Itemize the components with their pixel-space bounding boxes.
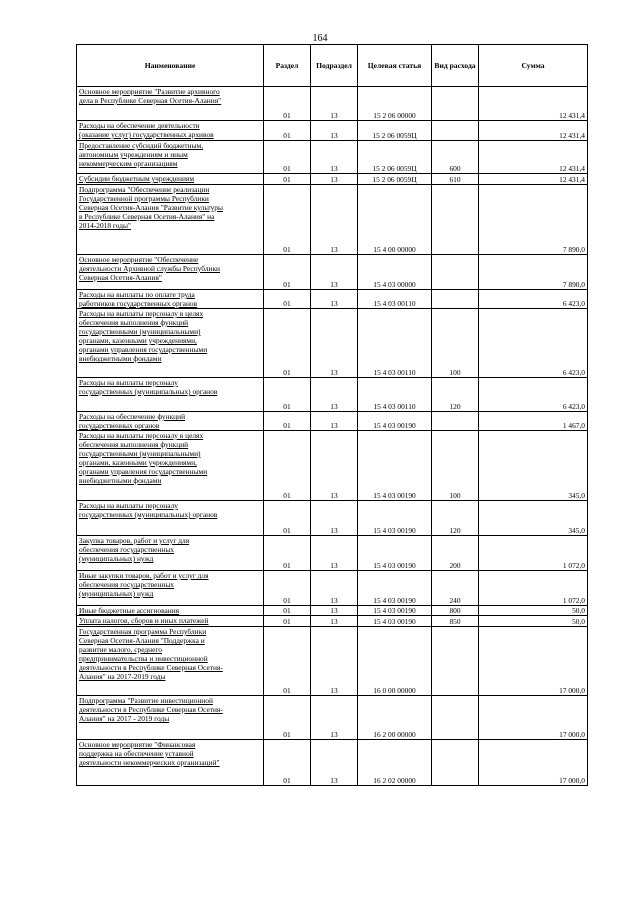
row-name: Основное мероприятие "Финансовая поддержка на обеспечение уставной деятельности некоммерческих организаций" (77, 740, 264, 786)
row-section: 01 (264, 740, 311, 786)
row-subsection: 13 (311, 174, 358, 185)
table-row (77, 290, 588, 309)
row-section: 01 (264, 290, 311, 309)
row-target-article: 15 4 03 00190 (358, 616, 432, 627)
row-amount: 12 431,4 (479, 174, 588, 185)
row-amount: 345,0 (479, 431, 588, 501)
row-amount: 1 467,0 (479, 412, 588, 431)
row-subsection: 13 (311, 536, 358, 571)
row-amount: 7 890,0 (479, 185, 588, 255)
row-subsection: 13 (311, 627, 358, 696)
table-row (77, 616, 588, 627)
row-target-article: 15 2 06 0059Ц (358, 174, 432, 185)
row-expense-type: 600 (432, 141, 479, 174)
row-section: 01 (264, 431, 311, 501)
row-expense-type (432, 255, 479, 290)
row-name: Расходы на выплаты персоналу в целях обеспечения выполнения функций государственными (муниципальными) органами, казенными учреждениями, органами управления государственными внебюджетными фондами (77, 431, 264, 501)
row-expense-type (432, 627, 479, 696)
row-target-article: 15 2 06 0059Ц (358, 141, 432, 174)
row-amount: 12 431,4 (479, 87, 588, 121)
row-subsection: 13 (311, 696, 358, 740)
row-subsection: 13 (311, 87, 358, 121)
table-row (77, 501, 588, 536)
table-row (77, 536, 588, 571)
row-name: Расходы на выплаты персоналу в целях обеспечения выполнения функций государственными (муниципальными) органами, казенными учреждениями, органами управления государственными внебюджетными фондами (77, 309, 264, 378)
table-row (77, 309, 588, 378)
row-expense-type: 120 (432, 501, 479, 536)
row-section: 01 (264, 185, 311, 255)
row-expense-type: 850 (432, 616, 479, 627)
row-subsection: 13 (311, 740, 358, 786)
row-expense-type (432, 740, 479, 786)
page-number: 164 (312, 33, 328, 44)
row-section: 01 (264, 616, 311, 627)
row-name: Закупка товаров, работ и услуг для обеспечения государственных (муниципальных) нужд (77, 536, 264, 571)
row-target-article: 15 4 03 00110 (358, 290, 432, 309)
row-section: 01 (264, 696, 311, 740)
row-subsection: 13 (311, 141, 358, 174)
row-name: Основное мероприятие "Развитие архивного дела в Республике Северная Осетия-Алания" (77, 87, 264, 121)
row-target-article: 15 4 03 00000 (358, 255, 432, 290)
table-row (77, 174, 588, 185)
row-expense-type (432, 121, 479, 141)
row-expense-type: 120 (432, 378, 479, 412)
row-name: Государственная программа Республики Северная Осетия-Алания "Поддержка и развитие малого, среднего предпринимательства и инвестиционной деятельности в Республике Северная Осетия- Алания" на 2017-2019 годы (77, 627, 264, 696)
row-amount: 50,0 (479, 606, 588, 616)
row-amount: 345,0 (479, 501, 588, 536)
row-target-article: 15 4 03 00110 (358, 378, 432, 412)
table-row (77, 431, 588, 501)
row-amount: 17 000,0 (479, 740, 588, 786)
row-expense-type: 200 (432, 536, 479, 571)
header-name: Наименование (77, 45, 264, 87)
table-row (77, 606, 588, 616)
row-name: Предоставление субсидий бюджетным, автономным учреждениям и иным некоммерческим организациям (77, 141, 264, 174)
row-name: Уплата налогов, сборов и иных платежей (77, 616, 264, 627)
row-name: Субсидии бюджетным учреждениям (77, 174, 264, 185)
row-name: Расходы на обеспечение деятельности (оказание услуг) государственных архивов (77, 121, 264, 141)
row-expense-type: 240 (432, 571, 479, 606)
header-target: Целевая статья (358, 45, 432, 87)
table-row (77, 627, 588, 696)
table-row (77, 696, 588, 740)
row-target-article: 15 4 03 00190 (358, 606, 432, 616)
row-name: Расходы на выплаты персоналу государственных (муниципальных) органов (77, 378, 264, 412)
row-section: 01 (264, 255, 311, 290)
table-header (77, 45, 588, 87)
table-body (77, 87, 588, 786)
row-subsection: 13 (311, 431, 358, 501)
row-amount: 7 890,0 (479, 255, 588, 290)
row-expense-type (432, 185, 479, 255)
row-target-article: 15 4 03 00190 (358, 431, 432, 501)
table-row (77, 87, 588, 121)
row-expense-type: 610 (432, 174, 479, 185)
row-expense-type (432, 412, 479, 431)
row-subsection: 13 (311, 606, 358, 616)
table-row (77, 185, 588, 255)
row-name: Основное мероприятие "Обеспечение деятельности Архивной службы Республики Северная Осетия-Алания" (77, 255, 264, 290)
table-row (77, 141, 588, 174)
row-section: 01 (264, 121, 311, 141)
row-section: 01 (264, 378, 311, 412)
row-section: 01 (264, 536, 311, 571)
row-target-article: 15 4 03 00190 (358, 571, 432, 606)
row-target-article: 15 4 03 00110 (358, 309, 432, 378)
row-target-article: 15 4 00 00000 (358, 185, 432, 255)
row-name: Подпрограмма "Развитие инвестиционной деятельности в Республике Северная Осетия- Алания" на 2017 - 2019 годы (77, 696, 264, 740)
table-row (77, 378, 588, 412)
table-row (77, 255, 588, 290)
row-name: Иные закупки товаров, работ и услуг для обеспечения государственных (муниципальных) нужд (77, 571, 264, 606)
row-target-article: 16 0 00 00000 (358, 627, 432, 696)
row-section: 01 (264, 141, 311, 174)
row-amount: 12 431,4 (479, 121, 588, 141)
row-subsection: 13 (311, 121, 358, 141)
row-amount: 6 423,0 (479, 290, 588, 309)
row-expense-type (432, 696, 479, 740)
row-target-article: 15 2 06 00000 (358, 87, 432, 121)
row-expense-type: 100 (432, 431, 479, 501)
header-amount: Сумма (479, 45, 588, 87)
row-subsection: 13 (311, 290, 358, 309)
row-name: Иные бюджетные ассигнования (77, 606, 264, 616)
row-section: 01 (264, 174, 311, 185)
row-section: 01 (264, 87, 311, 121)
row-amount: 50,0 (479, 616, 588, 627)
table-row (77, 571, 588, 606)
row-section: 01 (264, 501, 311, 536)
row-amount: 1 072,0 (479, 571, 588, 606)
row-amount: 6 423,0 (479, 309, 588, 378)
row-target-article: 16 2 00 00000 (358, 696, 432, 740)
budget-table (76, 44, 588, 786)
row-section: 01 (264, 627, 311, 696)
row-section: 01 (264, 571, 311, 606)
row-expense-type (432, 87, 479, 121)
row-target-article: 15 4 03 00190 (358, 501, 432, 536)
row-subsection: 13 (311, 185, 358, 255)
row-amount: 1 072,0 (479, 536, 588, 571)
table-row (77, 412, 588, 431)
row-subsection: 13 (311, 571, 358, 606)
row-subsection: 13 (311, 378, 358, 412)
row-target-article: 15 2 06 0059Ц (358, 121, 432, 141)
row-subsection: 13 (311, 616, 358, 627)
row-subsection: 13 (311, 501, 358, 536)
row-target-article: 15 4 03 00190 (358, 412, 432, 431)
row-subsection: 13 (311, 309, 358, 378)
header-subsection: Подраздел (311, 45, 358, 87)
row-amount: 6 423,0 (479, 378, 588, 412)
row-target-article: 15 4 03 00190 (358, 536, 432, 571)
row-subsection: 13 (311, 255, 358, 290)
row-expense-type: 800 (432, 606, 479, 616)
row-name: Расходы на выплаты по оплате труда работников государственных органов (77, 290, 264, 309)
table-row (77, 740, 588, 786)
row-amount: 12 431,4 (479, 141, 588, 174)
row-expense-type: 100 (432, 309, 479, 378)
header-section: Раздел (264, 45, 311, 87)
row-section: 01 (264, 309, 311, 378)
row-subsection: 13 (311, 412, 358, 431)
table-row (77, 121, 588, 141)
row-section: 01 (264, 412, 311, 431)
header-expense-type: Вид расхода (432, 45, 479, 87)
row-amount: 17 000,0 (479, 696, 588, 740)
row-amount: 17 000,0 (479, 627, 588, 696)
row-name: Расходы на выплаты персоналу государственных (муниципальных) органов (77, 501, 264, 536)
row-name: Подпрограмма "Обеспечение реализации Государственной программы Республики Северная Осетия-Алания "Развитие культуры в Республике Северная Осетия-Алания" на 2014-2018 годы" (77, 185, 264, 255)
row-name: Расходы на обеспечение функций государственных органов (77, 412, 264, 431)
row-expense-type (432, 290, 479, 309)
row-section: 01 (264, 606, 311, 616)
row-target-article: 16 2 02 00000 (358, 740, 432, 786)
